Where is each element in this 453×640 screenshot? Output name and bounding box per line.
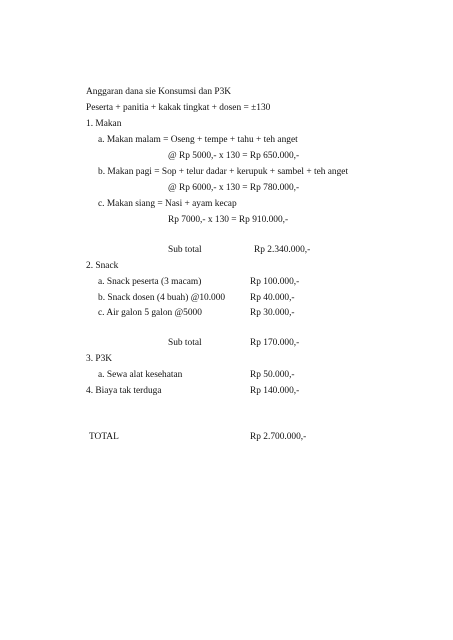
snack-dosen-value: Rp 40.000,- — [250, 293, 295, 303]
section-heading-p3k: 3. P3K — [86, 354, 113, 364]
total-value: Rp 2.700.000,- — [250, 432, 307, 442]
snack-air-desc: c. Air galon 5 galon @5000 — [98, 308, 202, 318]
p3k-sewa-value: Rp 50.000,- — [250, 370, 295, 380]
makan-pagi-calc: @ Rp 6000,- x 130 = Rp 780.000,- — [168, 183, 300, 193]
section-heading-snack: 2. Snack — [86, 261, 119, 271]
makan-siang-calc: Rp 7000,- x 130 = Rp 910.000,- — [168, 215, 289, 225]
participants-line: Peserta + panitia + kakak tingkat + dosen = ±130 — [86, 103, 271, 113]
snack-subtotal-label: Sub total — [168, 338, 202, 348]
biaya-value: Rp 140.000,- — [250, 386, 300, 396]
snack-air-value: Rp 30.000,- — [250, 308, 295, 318]
snack-dosen-desc: b. Snack dosen (4 buah) @10.000 — [98, 293, 226, 303]
snack-peserta-desc: a. Snack peserta (3 macam) — [98, 277, 202, 287]
makan-subtotal-value: Rp 2.340.000,- — [254, 245, 311, 255]
makan-subtotal-label: Sub total — [168, 245, 202, 255]
total-label: TOTAL — [89, 432, 119, 442]
section-heading-biaya: 4. Biaya tak terduga — [86, 386, 162, 396]
document-title: Anggaran dana sie Konsumsi dan P3K — [86, 87, 232, 97]
p3k-sewa-desc: a. Sewa alat kesehatan — [98, 370, 183, 380]
makan-malam-desc: a. Makan malam = Oseng + tempe + tahu + teh anget — [98, 135, 298, 145]
section-heading-makan: 1. Makan — [86, 119, 122, 129]
snack-peserta-value: Rp 100.000,- — [250, 277, 300, 287]
snack-subtotal-value: Rp 170.000,- — [250, 338, 300, 348]
makan-malam-calc: @ Rp 5000,- x 130 = Rp 650.000,- — [168, 151, 300, 161]
makan-pagi-desc: b. Makan pagi = Sop + telur dadar + kerupuk + sambel + teh anget — [98, 167, 349, 177]
makan-siang-desc: c. Makan siang = Nasi + ayam kecap — [98, 199, 237, 209]
